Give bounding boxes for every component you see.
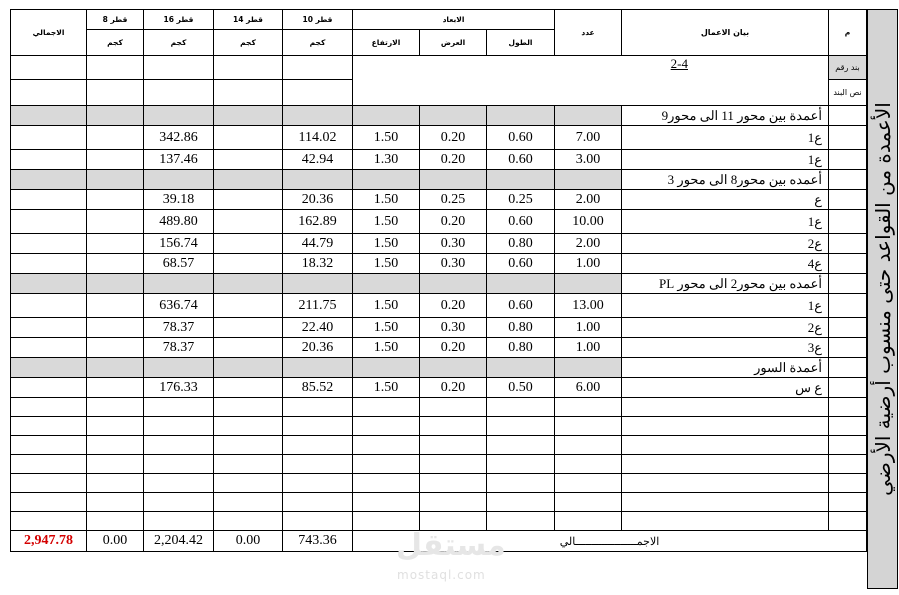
cell-length: 0.80: [487, 338, 555, 358]
cell: [353, 493, 420, 512]
section-title: أعمدة بين محور 11 الى محور9: [622, 106, 829, 126]
header-d16: قطر 16: [144, 10, 214, 30]
cell: [622, 417, 829, 436]
header-dims: الابعاد: [353, 10, 555, 30]
cell-d16: 78.37: [144, 338, 214, 358]
cell: [353, 512, 420, 531]
cell: [283, 512, 353, 531]
cell: [829, 234, 867, 254]
cell-count: 1.00: [555, 338, 622, 358]
cell: [487, 170, 555, 190]
cell-d10: 22.40: [283, 318, 353, 338]
cell: [829, 294, 867, 318]
cell: [11, 417, 87, 436]
cell: [829, 126, 867, 150]
cell: [144, 512, 214, 531]
cell: [353, 106, 420, 126]
watermark-url: mostaql.com: [397, 568, 486, 582]
cell: [87, 106, 144, 126]
cell: [214, 274, 283, 294]
cell-d8: [87, 338, 144, 358]
cell: [555, 274, 622, 294]
cell-length: 0.60: [487, 254, 555, 274]
cell: [487, 106, 555, 126]
cell: [87, 417, 144, 436]
cell-width: 0.20: [420, 378, 487, 398]
cell: [487, 436, 555, 455]
cell-d14: [214, 126, 283, 150]
row-desc: ع1: [622, 150, 829, 170]
cell: [283, 56, 353, 80]
row-desc: ع1: [622, 294, 829, 318]
total-d14: 0.00: [214, 531, 283, 552]
cell: [420, 417, 487, 436]
item-text-label: نص البند: [829, 80, 867, 106]
side-title: الأعمدة من القواعد حتى منسوب أرضية الأرضي: [870, 102, 895, 496]
row-desc: ع4: [622, 254, 829, 274]
quantity-sheet: [10, 9, 866, 589]
cell: [829, 254, 867, 274]
cell: [829, 274, 867, 294]
cell-count: 13.00: [555, 294, 622, 318]
empty-row: [11, 436, 867, 455]
cell: [829, 338, 867, 358]
cell: [144, 436, 214, 455]
row-desc: ع2: [622, 318, 829, 338]
cell: [622, 512, 829, 531]
cell: [283, 170, 353, 190]
totals-label: الاجمـــــــــــــــــــالي: [353, 531, 867, 552]
cell: [622, 493, 829, 512]
row-desc: ع2: [622, 234, 829, 254]
cell: [555, 493, 622, 512]
cell: [87, 398, 144, 417]
cell: [11, 493, 87, 512]
cell: [487, 417, 555, 436]
item-no-row: [11, 56, 867, 80]
cell: [487, 358, 555, 378]
cell-length: 0.80: [487, 318, 555, 338]
cell: [11, 474, 87, 493]
cell-total: [11, 338, 87, 358]
cell: [487, 512, 555, 531]
cell: [87, 358, 144, 378]
cell: [420, 512, 487, 531]
header-kg-d8: كجم: [87, 30, 144, 56]
cell-d10: 20.36: [283, 190, 353, 210]
cell-d16: 176.33: [144, 378, 214, 398]
cell: [555, 106, 622, 126]
header-height: الارتفاع: [353, 30, 420, 56]
table-row: [11, 150, 867, 170]
total-d16: 2,204.42: [144, 531, 214, 552]
cell: [420, 398, 487, 417]
cell: [144, 417, 214, 436]
header-kg-d14: كجم: [214, 30, 283, 56]
cell: [87, 512, 144, 531]
cell-length: 0.50: [487, 378, 555, 398]
empty-row: [11, 493, 867, 512]
cell: [622, 455, 829, 474]
cell: [487, 493, 555, 512]
cell: [353, 358, 420, 378]
cell: [283, 455, 353, 474]
cell: [144, 358, 214, 378]
cell-d16: 39.18: [144, 190, 214, 210]
cell: [555, 398, 622, 417]
cell-total: [11, 254, 87, 274]
header-kg-d16: كجم: [144, 30, 214, 56]
section-row: [11, 106, 867, 126]
cell-count: 2.00: [555, 234, 622, 254]
cell-count: 2.00: [555, 190, 622, 210]
cell: [144, 170, 214, 190]
cell: [11, 512, 87, 531]
cell: [11, 358, 87, 378]
cell: [214, 80, 283, 106]
cell: [420, 493, 487, 512]
cell-count: 1.00: [555, 254, 622, 274]
header-total: الاجمالي: [11, 10, 87, 56]
cell-d8: [87, 378, 144, 398]
cell: [87, 56, 144, 80]
cell-height: 1.50: [353, 190, 420, 210]
cell: [420, 455, 487, 474]
cell-height: 1.50: [353, 210, 420, 234]
cell: [214, 474, 283, 493]
cell-total: [11, 126, 87, 150]
cell-d8: [87, 210, 144, 234]
empty-row: [11, 512, 867, 531]
cell: [283, 493, 353, 512]
table-row: [11, 294, 867, 318]
cell: [283, 398, 353, 417]
cell: [829, 150, 867, 170]
cell: [11, 274, 87, 294]
cell: [144, 56, 214, 80]
cell-d8: [87, 254, 144, 274]
cell: [420, 436, 487, 455]
cell-count: 3.00: [555, 150, 622, 170]
cell-total: [11, 190, 87, 210]
cell: [555, 512, 622, 531]
cell: [144, 474, 214, 493]
row-desc: ع1: [622, 126, 829, 150]
cell: [829, 106, 867, 126]
cell: [144, 106, 214, 126]
watermark-logo: مستقل: [396, 528, 506, 563]
cell: [11, 56, 87, 80]
table-row: [11, 254, 867, 274]
cell: [283, 417, 353, 436]
cell: [829, 417, 867, 436]
cell: [555, 455, 622, 474]
cell: [11, 80, 87, 106]
cell: [87, 474, 144, 493]
cell-height: 1.50: [353, 294, 420, 318]
cell: [829, 210, 867, 234]
cell: [144, 80, 214, 106]
cell: [144, 398, 214, 417]
total-d8: 0.00: [87, 531, 144, 552]
cell-d16: 636.74: [144, 294, 214, 318]
cell: [420, 358, 487, 378]
header-width: العرض: [420, 30, 487, 56]
cell: [144, 455, 214, 474]
cell-d16: 137.46: [144, 150, 214, 170]
cell-width: 0.20: [420, 338, 487, 358]
cell-length: 0.60: [487, 126, 555, 150]
cell: [829, 474, 867, 493]
cell: [555, 436, 622, 455]
cell: [555, 474, 622, 493]
cell: [487, 274, 555, 294]
cell: [87, 455, 144, 474]
table-row: [11, 210, 867, 234]
row-desc: ع س: [622, 378, 829, 398]
cell-total: [11, 210, 87, 234]
quantity-table: [10, 9, 867, 552]
table-row: [11, 126, 867, 150]
empty-row: [11, 474, 867, 493]
cell: [487, 398, 555, 417]
cell-width: 0.20: [420, 294, 487, 318]
cell-width: 0.25: [420, 190, 487, 210]
empty-row: [11, 417, 867, 436]
cell: [555, 417, 622, 436]
cell: [487, 474, 555, 493]
cell-d8: [87, 234, 144, 254]
cell: [829, 436, 867, 455]
cell-length: 0.80: [487, 234, 555, 254]
item-no-label: بند رقم: [829, 56, 867, 80]
table-row: [11, 190, 867, 210]
header-d10: قطر 10: [283, 10, 353, 30]
cell: [353, 455, 420, 474]
cell-d16: 68.57: [144, 254, 214, 274]
cell-d14: [214, 254, 283, 274]
cell: [829, 398, 867, 417]
cell: [353, 398, 420, 417]
cell-d8: [87, 294, 144, 318]
cell-d8: [87, 150, 144, 170]
cell-width: 0.30: [420, 318, 487, 338]
cell: [283, 106, 353, 126]
cell-height: 1.50: [353, 318, 420, 338]
section-title: أعمدة السور: [622, 358, 829, 378]
cell: [11, 436, 87, 455]
cell-d10: 44.79: [283, 234, 353, 254]
cell-height: 1.50: [353, 378, 420, 398]
cell: [622, 398, 829, 417]
header-d14: قطر 14: [214, 10, 283, 30]
cell: [622, 436, 829, 455]
cell: [420, 274, 487, 294]
cell-length: 0.60: [487, 210, 555, 234]
cell-width: 0.30: [420, 234, 487, 254]
table-row: [11, 234, 867, 254]
section-row: [11, 170, 867, 190]
cell-d14: [214, 378, 283, 398]
cell-d14: [214, 234, 283, 254]
header-desc: بيان الاعمال: [622, 10, 829, 56]
section-row: [11, 358, 867, 378]
cell-d8: [87, 126, 144, 150]
cell-d8: [87, 190, 144, 210]
section-title: أعمده بين محور2 الى محور PL: [622, 274, 829, 294]
header-length: الطول: [487, 30, 555, 56]
cell-d14: [214, 210, 283, 234]
cell-d16: 489.80: [144, 210, 214, 234]
cell: [214, 398, 283, 417]
cell: [87, 493, 144, 512]
cell-width: 0.20: [420, 210, 487, 234]
cell: [829, 493, 867, 512]
totals-row: [11, 531, 867, 552]
table-row: [11, 338, 867, 358]
cell-length: 0.25: [487, 190, 555, 210]
cell: [283, 80, 353, 106]
cell: [487, 455, 555, 474]
cell-d14: [214, 338, 283, 358]
cell: [87, 170, 144, 190]
cell: [214, 436, 283, 455]
row-desc: ع: [622, 190, 829, 210]
cell-height: 1.50: [353, 338, 420, 358]
cell: [87, 274, 144, 294]
cell-count: 7.00: [555, 126, 622, 150]
cell: [214, 170, 283, 190]
header-row-top: [11, 10, 867, 30]
header-kg-d10: كجم: [283, 30, 353, 56]
cell: [144, 493, 214, 512]
cell: [420, 170, 487, 190]
cell: [11, 170, 87, 190]
cell-d14: [214, 318, 283, 338]
header-m: م: [829, 10, 867, 56]
cell: [283, 274, 353, 294]
cell-height: 1.50: [353, 126, 420, 150]
cell: [214, 358, 283, 378]
table-row: [11, 378, 867, 398]
header-d8: قطر 8: [87, 10, 144, 30]
cell: [420, 106, 487, 126]
cell: [87, 80, 144, 106]
row-desc: ع1: [622, 210, 829, 234]
cell-height: 1.50: [353, 254, 420, 274]
cell-d10: 20.36: [283, 338, 353, 358]
row-desc: ع3: [622, 338, 829, 358]
cell: [829, 318, 867, 338]
cell-total: [11, 294, 87, 318]
cell-length: 0.60: [487, 150, 555, 170]
table-row: [11, 318, 867, 338]
cell-d10: 211.75: [283, 294, 353, 318]
cell: [353, 474, 420, 493]
cell: [353, 170, 420, 190]
cell: [214, 512, 283, 531]
cell-length: 0.60: [487, 294, 555, 318]
cell-total: [11, 378, 87, 398]
cell: [829, 358, 867, 378]
cell: [829, 455, 867, 474]
header-count: عدد: [555, 10, 622, 56]
cell-d10: 18.32: [283, 254, 353, 274]
section-title: أعمده بين محور8 الى محور 3: [622, 170, 829, 190]
cell: [214, 417, 283, 436]
cell: [353, 274, 420, 294]
cell-height: 1.30: [353, 150, 420, 170]
cell-width: 0.20: [420, 126, 487, 150]
cell-d16: 156.74: [144, 234, 214, 254]
cell: [214, 455, 283, 474]
cell-total: [11, 234, 87, 254]
cell: [353, 417, 420, 436]
cell: [11, 455, 87, 474]
side-title-panel: [867, 9, 898, 589]
cell: [214, 493, 283, 512]
cell: [87, 436, 144, 455]
total-d10: 743.36: [283, 531, 353, 552]
cell-count: 1.00: [555, 318, 622, 338]
cell-d14: [214, 294, 283, 318]
cell: [283, 474, 353, 493]
cell-height: 1.50: [353, 234, 420, 254]
cell: [829, 190, 867, 210]
cell: [283, 358, 353, 378]
cell-d16: 342.86: [144, 126, 214, 150]
section-row: [11, 274, 867, 294]
cell-total: [11, 318, 87, 338]
cell-d8: [87, 318, 144, 338]
cell-width: 0.20: [420, 150, 487, 170]
cell: [283, 436, 353, 455]
cell-total: [11, 150, 87, 170]
cell-d10: 85.52: [283, 378, 353, 398]
cell: [555, 170, 622, 190]
cell: [11, 106, 87, 126]
cell: [829, 512, 867, 531]
cell-d10: 162.89: [283, 210, 353, 234]
cell: [555, 358, 622, 378]
cell: [622, 474, 829, 493]
cell: [420, 474, 487, 493]
cell: [829, 378, 867, 398]
cell: [11, 398, 87, 417]
cell: [214, 106, 283, 126]
cell-d14: [214, 150, 283, 170]
empty-row: [11, 398, 867, 417]
cell: [144, 274, 214, 294]
empty-row: [11, 455, 867, 474]
cell-d14: [214, 190, 283, 210]
cell-d10: 42.94: [283, 150, 353, 170]
item-number: 2-4: [670, 56, 688, 71]
cell: [829, 170, 867, 190]
cell-width: 0.30: [420, 254, 487, 274]
cell: [214, 56, 283, 80]
cell-count: 6.00: [555, 378, 622, 398]
cell: [353, 436, 420, 455]
cell-count: 10.00: [555, 210, 622, 234]
grand-total: 2,947.78: [11, 531, 87, 552]
cell-d16: 78.37: [144, 318, 214, 338]
cell-d10: 114.02: [283, 126, 353, 150]
item-info-cell: [353, 56, 829, 106]
